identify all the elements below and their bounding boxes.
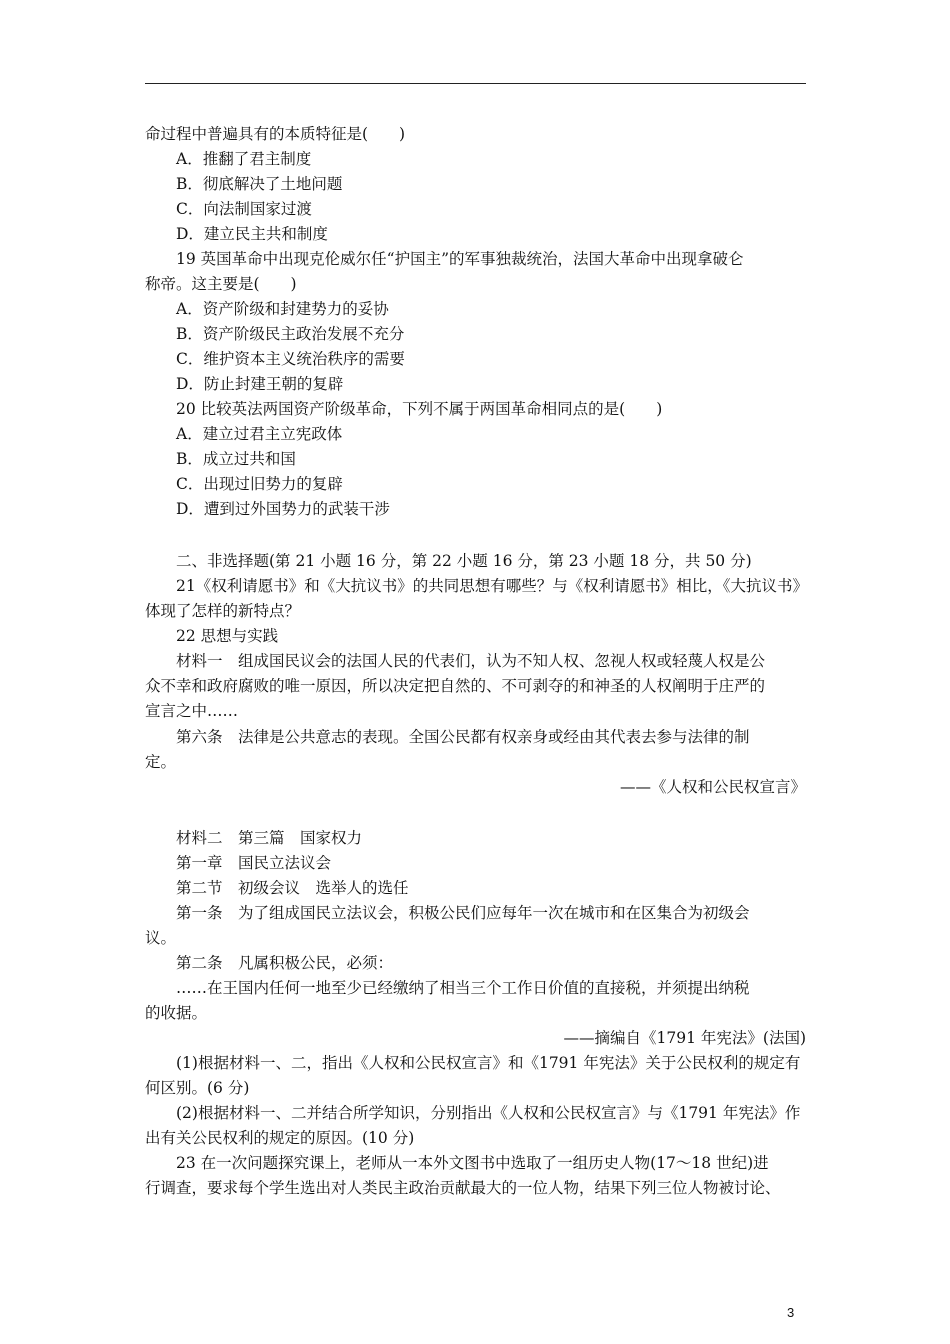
q22-sub2-line1: (2)根据材料一、二并结合所学知识，分别指出《人权和公民权宣言》与《1791 年宪法》作 xyxy=(176,1104,801,1122)
q22-sub1-line1: (1)根据材料一、二，指出《人权和公民权宣言》和《1791 年宪法》关于公民权利的规定有 xyxy=(176,1054,801,1072)
q22-material1-line3: 宣言之中…… xyxy=(145,702,239,720)
q20-option-b: B．成立过共和国 xyxy=(176,450,296,468)
q18-option-c: C．向法制国家过渡 xyxy=(176,200,312,218)
q18-option-d: D．建立民主共和制度 xyxy=(176,225,328,243)
q22-material2-article1-line1: 第一条 为了组成国民立法议会，积极公民们应每年一次在城市和在区集合为初级会 xyxy=(176,904,750,922)
q21-line1: 21《权利请愿书》和《大抗议书》的共同思想有哪些？与《权利请愿书》相比，《大抗议书》 xyxy=(176,577,808,595)
q20-option-a: A．建立过君主立宪政体 xyxy=(176,425,343,443)
q23-line2: 行调查，要求每个学生选出对人类民主政治贡献最大的一位人物，结果下列三位人物被讨论、 xyxy=(145,1179,781,1197)
q19-option-a: A．资产阶级和封建势力的妥协 xyxy=(176,300,389,318)
page-number: 3 xyxy=(787,1305,795,1320)
q20-option-d: D．遭到过外国势力的武装干涉 xyxy=(176,500,390,518)
q19-option-b: B．资产阶级民主政治发展不充分 xyxy=(176,325,405,343)
q22-material1-article6-line2: 定。 xyxy=(145,753,177,771)
q19-option-c: C．维护资本主义统治秩序的需要 xyxy=(176,350,405,368)
q22-material2-line1: 材料二 第三篇 国家权力 xyxy=(176,829,363,847)
q22-title: 22 思想与实践 xyxy=(176,627,279,645)
q19-stem-line1: 19 英国革命中出现克伦威尔任“护国主”的军事独裁统治，法国大革命中出现拿破仑 xyxy=(176,250,744,268)
q22-material2-condition-line1: ……在王国内任何一地至少已经缴纳了相当三个工作日价值的直接税，并须提出纳税 xyxy=(176,979,750,997)
q22-material1-line2: 众不幸和政府腐败的唯一原因，所以决定把自然的、不可剥夺的和神圣的人权阐明于庄严的 xyxy=(145,677,766,695)
q22-material1-line1: 材料一 组成国民议会的法国人民的代表们，认为不知人权、忽视人权或轻蔑人权是公 xyxy=(176,652,766,670)
q19-stem-line2: 称帝。这主要是( ) xyxy=(145,275,297,293)
q22-material2-article1-line2: 议。 xyxy=(145,929,177,947)
q22-material2-line3: 第二节 初级会议 选举人的选任 xyxy=(176,879,409,897)
q22-material1-article6-line1: 第六条 法律是公共意志的表现。全国公民都有权亲身或经由其代表去参与法律的制 xyxy=(176,728,750,746)
q18-option-a: A．推翻了君主制度 xyxy=(176,150,312,168)
q22-material1-source: ——《人权和公民权宣言》 xyxy=(619,778,806,796)
q18-option-b: B．彻底解决了土地问题 xyxy=(176,175,343,193)
q22-sub1-line2: 何区别。(6 分) xyxy=(145,1079,250,1097)
q22-material2-line2: 第一章 国民立法议会 xyxy=(176,854,332,872)
q20-stem: 20 比较英法两国资产阶级革命，下列不属于两国革命相同点的是( ) xyxy=(176,400,663,418)
q22-sub2-line2: 出有关公民权利的规定的原因。(10 分) xyxy=(145,1129,415,1147)
q22-material2-article2: 第二条 凡属积极公民，必须： xyxy=(176,954,394,972)
header-rule xyxy=(145,83,806,84)
section2-heading: 二、非选择题(第 21 小题 16 分，第 22 小题 16 分，第 23 小题 18 分，共 50 分) xyxy=(176,552,752,570)
q20-option-c: C．出现过旧势力的复辟 xyxy=(176,475,343,493)
q19-option-d: D．防止封建王朝的复辟 xyxy=(176,375,344,393)
q22-material2-condition-line2: 的收据。 xyxy=(145,1004,208,1022)
q22-material2-source: ——摘编自《1791 年宪法》(法国) xyxy=(563,1029,806,1047)
q23-line1: 23 在一次问题探究课上，老师从一本外文图书中选取了一组历史人物(17～18 世纪)进 xyxy=(176,1154,769,1172)
q18-stem: 命过程中普遍具有的本质特征是( ) xyxy=(145,125,406,143)
q21-line2: 体现了怎样的新特点？ xyxy=(145,602,301,620)
